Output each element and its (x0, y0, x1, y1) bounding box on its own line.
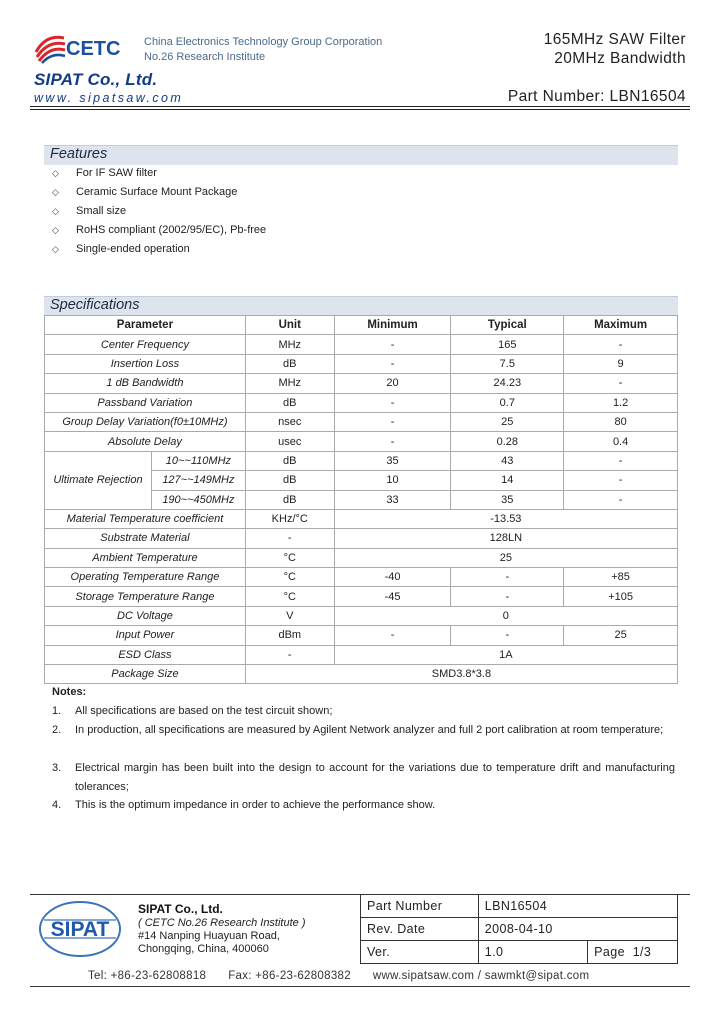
cetc-logo-mark (36, 37, 65, 63)
param-value: SMD3.8*3.8 (245, 665, 677, 684)
param-unit: °C (245, 587, 334, 606)
param-max: - (564, 451, 678, 470)
page-indicator (588, 941, 678, 964)
param-unit: dB (245, 451, 334, 470)
feature-text: Small size (76, 205, 127, 217)
footer-address-line1: #14 Nanping Huayuan Road, (138, 930, 280, 942)
param-unit: °C (245, 568, 334, 587)
param-name: ESD Class (45, 645, 246, 664)
param-min: 10 (334, 471, 451, 490)
param-name: 1 dB Bandwidth (45, 374, 246, 393)
cetc-logo (34, 30, 134, 64)
param-name: Ambient Temperature (45, 548, 246, 567)
table-row (45, 626, 678, 645)
feature-item (52, 186, 237, 198)
param-max: - (564, 471, 678, 490)
param-name: Material Temperature coefficient (45, 509, 246, 528)
param-max: 1.2 (564, 393, 678, 412)
diamond-bullet-icon: ◇ (52, 244, 59, 254)
org-institute: No.26 Research Institute (144, 51, 266, 63)
param-subrange: 190~~450MHz (151, 490, 245, 509)
feature-text: Single-ended operation (76, 243, 190, 255)
column-header: Maximum (564, 316, 678, 335)
feature-text: Ceramic Surface Mount Package (76, 186, 238, 198)
param-min: 35 (334, 451, 451, 470)
param-unit: - (245, 529, 334, 548)
diamond-bullet-icon: ◇ (52, 187, 59, 197)
param-max: 25 (564, 626, 678, 645)
footer-rule-bottom (30, 986, 690, 987)
param-name: Insertion Loss (45, 354, 246, 373)
param-value: 25 (334, 548, 677, 567)
note-text: This is the optimum impedance in order to achieve the performance show. (75, 799, 436, 811)
table-row (45, 412, 678, 431)
param-name: Storage Temperature Range (45, 587, 246, 606)
param-unit: V (245, 606, 334, 625)
param-max: - (564, 335, 678, 354)
part-number-value: LBN16504 (478, 895, 677, 918)
param-typ: 43 (451, 451, 564, 470)
param-value: -13.53 (334, 509, 677, 528)
sipat-logo (36, 898, 124, 960)
param-name: Center Frequency (45, 335, 246, 354)
param-unit: dBm (245, 626, 334, 645)
param-unit: usec (245, 432, 334, 451)
rev-date-value: 2008-04-10 (478, 918, 677, 941)
feature-text: For IF SAW filter (76, 167, 157, 179)
column-header: Minimum (334, 316, 451, 335)
feature-item (52, 167, 157, 179)
param-typ: 24.23 (451, 374, 564, 393)
param-typ: 14 (451, 471, 564, 490)
column-header: Parameter (45, 316, 246, 335)
table-row (361, 918, 678, 941)
param-unit: dB (245, 471, 334, 490)
param-min: -40 (334, 568, 451, 587)
features-heading: Features (50, 146, 108, 162)
table-row (45, 451, 678, 470)
table-row (45, 665, 678, 684)
version-label: Ver. (361, 941, 479, 964)
table-row (45, 606, 678, 625)
company-name: SIPAT Co., Ltd. (34, 70, 158, 89)
param-name: Input Power (45, 626, 246, 645)
param-typ: 25 (451, 412, 564, 431)
specifications-heading: Specifications (50, 297, 140, 313)
feature-text: RoHS compliant (2002/95/EC), Pb-free (76, 224, 267, 236)
param-name: Substrate Material (45, 529, 246, 548)
table-row (45, 529, 678, 548)
table-row (45, 587, 678, 606)
part-number-label: Part Number (361, 895, 479, 918)
sipat-logo-text: SIPAT (50, 918, 110, 941)
version-value: 1.0 (478, 941, 587, 964)
param-max: 0.4 (564, 432, 678, 451)
page-label: Page (594, 945, 625, 959)
param-min: - (334, 626, 451, 645)
param-name: Passband Variation (45, 393, 246, 412)
part-number-heading: Part Number: LBN16504 (507, 88, 686, 105)
table-row (45, 509, 678, 528)
param-typ: 0.7 (451, 393, 564, 412)
header-rule-thin (30, 109, 690, 110)
param-typ: - (451, 626, 564, 645)
footer-contact-line (30, 970, 690, 982)
param-unit: dB (245, 393, 334, 412)
param-min: - (334, 393, 451, 412)
features-section-bar (44, 145, 678, 165)
notes-title: Notes: (52, 686, 87, 698)
param-unit: dB (245, 490, 334, 509)
param-subrange: 127~~149MHz (151, 471, 245, 490)
column-header: Unit (245, 316, 334, 335)
param-group-name: Ultimate Rejection (45, 451, 152, 509)
param-min: 20 (334, 374, 451, 393)
footer-address-line2: Chongqing, China, 400060 (138, 943, 269, 955)
param-max: +105 (564, 587, 678, 606)
footer-institute: ( CETC No.26 Research Institute ) (138, 917, 306, 929)
param-value: 128LN (334, 529, 677, 548)
page-value: 1/3 (632, 945, 652, 959)
table-row (45, 432, 678, 451)
table-header-row (45, 316, 678, 335)
column-header: Typical (451, 316, 564, 335)
param-min: - (334, 412, 451, 431)
param-name: DC Voltage (45, 606, 246, 625)
param-typ: 0.28 (451, 432, 564, 451)
param-min: - (334, 335, 451, 354)
table-row (45, 393, 678, 412)
param-max: +85 (564, 568, 678, 587)
param-name: Operating Temperature Range (45, 568, 246, 587)
param-max: - (564, 374, 678, 393)
footer-tel: Tel: +86-23-62808818 (88, 970, 207, 982)
document-info-table (360, 894, 678, 964)
table-row (45, 568, 678, 587)
param-min: - (334, 354, 451, 373)
param-subrange: 10~~110MHz (151, 451, 245, 470)
table-row (45, 354, 678, 373)
table-row (361, 895, 678, 918)
param-max: 9 (564, 354, 678, 373)
table-row (45, 335, 678, 354)
param-unit: nsec (245, 412, 334, 431)
param-name: Absolute Delay (45, 432, 246, 451)
product-title: 165MHz SAW Filter (543, 31, 686, 48)
param-unit: KHz/°C (245, 509, 334, 528)
org-name: China Electronics Technology Group Corporation (144, 36, 383, 48)
note-text: In production, all specifications are measured by Agilent Network analyzer and full 2 port calibration at room temperature; (75, 724, 664, 736)
note-text: All specifications are based on the test circuit shown; (75, 705, 333, 717)
company-website[interactable]: www. sipatsaw.com (34, 91, 184, 105)
param-min: 33 (334, 490, 451, 509)
param-unit: dB (245, 354, 334, 373)
param-unit: MHz (245, 374, 334, 393)
header-rule (30, 106, 690, 107)
param-typ: - (451, 587, 564, 606)
specifications-table (44, 315, 678, 684)
param-typ: 7.5 (451, 354, 564, 373)
note-number: 2. (52, 724, 62, 736)
cetc-logo-text: CETC (66, 38, 121, 60)
table-row (361, 941, 678, 964)
param-typ: 35 (451, 490, 564, 509)
param-value: 0 (334, 606, 677, 625)
param-min: - (334, 432, 451, 451)
rev-date-label: Rev. Date (361, 918, 479, 941)
table-row (45, 645, 678, 664)
note-text: Electrical margin has been built into the design to account for the variations due to temperature drift and manufacturing tolerances; (75, 762, 675, 793)
param-typ: 165 (451, 335, 564, 354)
diamond-bullet-icon: ◇ (52, 168, 59, 178)
diamond-bullet-icon: ◇ (52, 225, 59, 235)
param-unit: °C (245, 548, 334, 567)
param-min: -45 (334, 587, 451, 606)
diamond-bullet-icon: ◇ (52, 206, 59, 216)
note-number: 1. (52, 705, 62, 717)
param-name: Group Delay Variation(f0±10MHz) (45, 412, 246, 431)
footer-fax: Fax: +86-23-62808382 (228, 970, 351, 982)
param-max: 80 (564, 412, 678, 431)
note-number: 4. (52, 799, 62, 811)
specifications-section-bar (44, 296, 678, 316)
feature-item (52, 205, 126, 217)
param-value: 1A (334, 645, 677, 664)
param-unit: MHz (245, 335, 334, 354)
param-name: Package Size (45, 665, 246, 684)
footer-company-name: SIPAT Co., Ltd. (138, 902, 223, 916)
note-number: 3. (52, 762, 62, 774)
feature-item (52, 243, 190, 255)
param-max: - (564, 490, 678, 509)
table-row (45, 374, 678, 393)
param-typ: - (451, 568, 564, 587)
table-row (45, 548, 678, 567)
feature-item (52, 224, 266, 236)
param-unit: - (245, 645, 334, 664)
product-subtitle: 20MHz Bandwidth (554, 50, 686, 67)
footer-web-email[interactable]: www.sipatsaw.com / sawmkt@sipat.com (372, 970, 590, 982)
